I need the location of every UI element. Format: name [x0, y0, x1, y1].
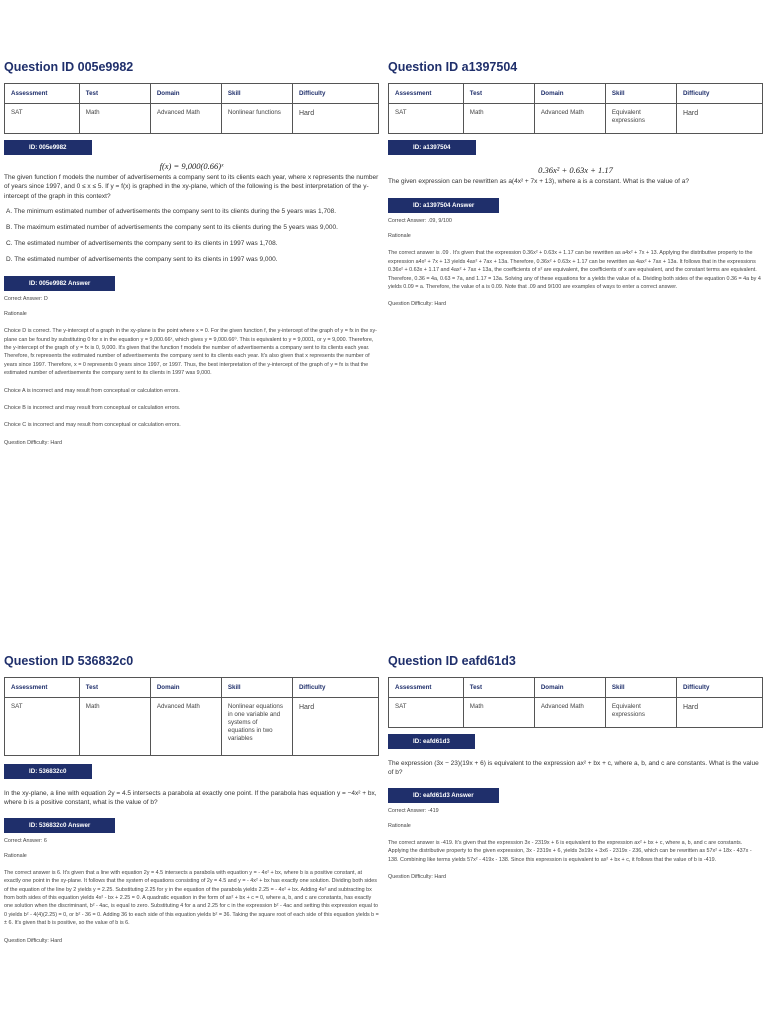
rationale-choice-b: Choice B is incorrect and may result from conceptual or calculation errors.: [4, 404, 181, 411]
question-difficulty-label: Question Difficulty:: [388, 874, 433, 880]
correct-answer-label: Correct Answer:: [4, 837, 43, 844]
header-assessment: Assessment: [5, 84, 80, 104]
id-banner: ID: 005e9982: [4, 140, 92, 155]
id-banner: ID: 536832c0: [4, 764, 92, 779]
question-stem: The given function f models the number of advertisements a company sent to its clients each year, where x represents the number of years since 1997, and 0 ≤ x ≤ 5. If y = f(x) is graphed in the xy-plane, which of the following is the best interpretation of the y-intercept of the graph in this context?: [4, 174, 379, 200]
correct-answer: [4, 838, 379, 845]
given-function: f(x) = 9,000(0.66)ˣ: [159, 161, 224, 171]
rationale-text: Choice D is correct. The y-intercept of a graph in the xy-plane is the point where x = 0. For the given function f, the y-intercept of the graph of y = fx in the xy-plane can be found by substituting 0 for x in the equation y = 9,000.66ˣ, which gives y = 9,000.66⁰. This is equivalent to y = 9,0001, or y = 9,000. Therefore, the y-intercept of the graph of y = fx is 0, 9,000. It's given that the function f models the number of advertisements a company sent to its clients each year. Therefore, fx represents the estimated number of advertisements the company sent to its clients each year. It's also given that x represents the number of years since 1997. Therefore, x = 0 represents 0 years since 1997, or 1997. Thus, the best interpretation of the y-intercept of the graph of y = fx is that the estimated number of advertisements the company sent to its clients in 1997 was 9,000.: [4, 328, 377, 377]
choice-b: B. The maximum estimated number of advertisements the company sent to its clients during the 5 years was 9,000.: [6, 224, 338, 232]
cell-domain: Advanced Math: [534, 104, 605, 134]
question-meta-table: [4, 83, 379, 134]
cell-difficulty: Hard: [292, 698, 378, 756]
correct-answer-value: D: [43, 296, 48, 303]
cell-skill: Equivalent expressions: [605, 104, 676, 134]
question-005e9982: [4, 60, 379, 447]
cell-difficulty: Hard: [292, 104, 378, 134]
cell-test: Math: [463, 104, 534, 134]
question-title: Question ID a1397504: [388, 60, 518, 74]
question-eafd61d3: [388, 654, 763, 881]
header-difficulty: Difficulty: [676, 678, 762, 698]
correct-answer: [388, 808, 763, 815]
answer-banner: ID: 536832c0 Answer: [4, 818, 115, 833]
question-stem: The expression (3x − 23)(19x + 6) is equivalent to the expression ax² + bx + c, where a, b, and c are constants. What is the value of b?: [388, 760, 759, 777]
cell-test: Math: [79, 104, 150, 134]
correct-answer: [388, 218, 763, 225]
rationale-text: The correct answer is -419. It's given that the expression 3x - 2319x + 6 is equivalent to the expression ax² + bx + c, where a, b, and c are constants. Applying the distributive property to the given expression, 3x - 2319x + 6, yields 3x19x + 3x6 - 2319x - 236, which can be rewritten as 57x² + 18x - 437x - 138. Combining like terms yields 57x² - 419x - 138. Since this expression is equivalent to ax² + bx + c, it follows that the value of b is -419.: [388, 839, 752, 863]
question-meta-table: [388, 83, 763, 134]
choice-c: C. The estimated number of advertisements the company sent to its clients in 1997 was 1,708.: [6, 239, 278, 247]
header-skill: Skill: [605, 84, 676, 104]
given-expression: 0.36x² + 0.63x + 1.17: [538, 165, 613, 175]
question-a1397504: [388, 60, 763, 309]
question-536832c0: [4, 654, 379, 945]
header-domain: Domain: [534, 678, 605, 698]
cell-skill: Equivalent expressions: [605, 698, 676, 728]
header-test: Test: [79, 678, 150, 698]
cell-domain: Advanced Math: [150, 104, 221, 134]
header-test: Test: [463, 84, 534, 104]
question-title: Question ID 005e9982: [4, 60, 134, 74]
answer-banner: ID: eafd61d3 Answer: [388, 788, 499, 803]
correct-answer-label: Correct Answer:: [388, 807, 427, 814]
rationale-choice-a: Choice A is incorrect and may result from conceptual or calculation errors.: [4, 387, 180, 394]
correct-answer-label: Correct Answer:: [4, 296, 43, 303]
cell-domain: Advanced Math: [150, 698, 221, 756]
question-difficulty-label: Question Difficulty:: [4, 439, 49, 446]
id-banner: ID: a1397504: [388, 140, 476, 155]
rationale-label: Rationale: [4, 311, 27, 318]
cell-test: Math: [463, 698, 534, 728]
correct-answer-label: Correct Answer:: [388, 218, 427, 225]
question-difficulty: [388, 300, 763, 308]
question-difficulty-value: Hard: [434, 301, 447, 308]
correct-answer: [4, 296, 379, 303]
question-difficulty-value: Hard: [434, 874, 447, 880]
header-assessment: Assessment: [389, 678, 464, 698]
rationale-text: The correct answer is 6. It's given that a line with equation 2y = 4.5 intersects a parabola with equation y = - 4x² + bx, where b is a positive constant, at exactly one point in the xy-plane. It follows that the system of equations consisting of 2y = 4.5 and y = - 4x² + bx has exactly one solution. Dividing both sides of the equation of the line by 2 yields y = 2.25. Substituting 2.25 for y in the equation of the parabola yields 2.25 = - 4x² + bx. Adding 4x² and subtracting bx from both sides of this equation yields 4x² - bx + 2.25 = 0. A quadratic equation in the form of ax² + bx + c = 0, where a, b, and c are constants, has exactly one solution when the discriminant, b² - 4ac, is equal to zero. Substituting 4 for a and 2.25 for c in the expression b² - 4ac and setting this expression equal to 0 yields b² - 4(4)(2.25) = 0, or b² - 36 = 0. Adding 36 to each side of this equation yields b² = 36. Taking the square root of each side of this equation yields b = ± 6. It's given that b is positive, so the value of b is 6.: [4, 869, 379, 927]
question-stem: The given expression can be rewritten as a(4x² + 7x + 13), where a is a constant. What is the value of a?: [388, 178, 689, 185]
question-title: Question ID eafd61d3: [388, 654, 516, 668]
header-test: Test: [79, 84, 150, 104]
cell-test: Math: [79, 698, 150, 756]
question-difficulty: [4, 439, 379, 447]
rationale-label: Rationale: [4, 852, 27, 859]
answer-banner: ID: a1397504 Answer: [388, 198, 499, 213]
question-difficulty-label: Question Difficulty:: [4, 937, 49, 944]
rationale-label: Rationale: [388, 822, 411, 829]
cell-assessment: SAT: [5, 104, 80, 134]
question-difficulty: [4, 937, 379, 945]
cell-assessment: SAT: [389, 698, 464, 728]
question-difficulty-value: Hard: [50, 439, 63, 446]
cell-assessment: SAT: [389, 104, 464, 134]
rationale-label: Rationale: [388, 233, 411, 240]
id-banner: ID: eafd61d3: [388, 734, 475, 749]
choice-d: D. The estimated number of advertisements the company sent to its clients in 1997 was 9,000.: [6, 255, 278, 263]
answer-banner: ID: 005e9982 Answer: [4, 276, 115, 291]
cell-difficulty: Hard: [676, 104, 762, 134]
cell-difficulty: Hard: [676, 698, 762, 728]
cell-skill: Nonlinear functions: [221, 104, 292, 134]
correct-answer-value: 6: [43, 837, 47, 844]
header-assessment: Assessment: [389, 84, 464, 104]
header-domain: Domain: [534, 84, 605, 104]
header-skill: Skill: [221, 678, 292, 698]
question-difficulty-value: Hard: [50, 937, 63, 944]
question-stem: In the xy-plane, a line with equation 2y = 4.5 intersects a parabola at exactly one point. If the parabola has equation y = −4x² + bx, where b is a positive constant, what is the value of b?: [4, 790, 377, 807]
header-skill: Skill: [605, 678, 676, 698]
header-test: Test: [463, 678, 534, 698]
header-domain: Domain: [150, 678, 221, 698]
header-skill: Skill: [221, 84, 292, 104]
cell-domain: Advanced Math: [534, 698, 605, 728]
question-meta-table: [388, 677, 763, 728]
question-difficulty-label: Question Difficulty:: [388, 301, 433, 308]
cell-skill: Nonlinear equations in one variable and systems of equations in two variables: [221, 698, 292, 756]
correct-answer-value: -419: [427, 807, 439, 814]
choice-a: A. The minimum estimated number of advertisements the company sent to its clients during the 5 years was 1,708.: [6, 208, 337, 216]
cell-assessment: SAT: [5, 698, 80, 756]
rationale-choice-c: Choice C is incorrect and may result from conceptual or calculation errors.: [4, 422, 181, 429]
question-meta-table: [4, 677, 379, 756]
header-assessment: Assessment: [5, 678, 80, 698]
question-difficulty: [388, 873, 763, 881]
header-domain: Domain: [150, 84, 221, 104]
question-title: Question ID 536832c0: [4, 654, 134, 668]
header-difficulty: Difficulty: [292, 84, 378, 104]
header-difficulty: Difficulty: [676, 84, 762, 104]
rationale-text: The correct answer is .09 . It's given that the expression 0.36x² + 0.63x + 1.17 can be rewritten as a4x² + 7x + 13. Applying the distributive property to the expression a4x² + 7x + 13 yields 4ax² + 7ax + 13a. Therefore, 0.36x² + 0.63x + 1.17 can be rewritten as 4ax² + 7ax + 13a. It follows that in the expressions 0.36x² + 0.63x + 1.17 and 4ax² + 7ax + 13a, the coefficients of x² are equivalent, the coefficients of x are equivalent, and the constant terms are equivalent. Therefore, 0.36 = 4a, 0.63 = 7a, and 1.17 = 13a. Solving any of these equations for a yields the value of a. Dividing both sides of the equation 0.36 = 4a by 4 yields 0.09 = a. Therefore, the value of a is 0.09. Note that .09 and 9/100 are examples of ways to enter a correct answer.: [388, 250, 761, 290]
header-difficulty: Difficulty: [292, 678, 378, 698]
correct-answer-value: .09, 9/100: [427, 218, 452, 225]
